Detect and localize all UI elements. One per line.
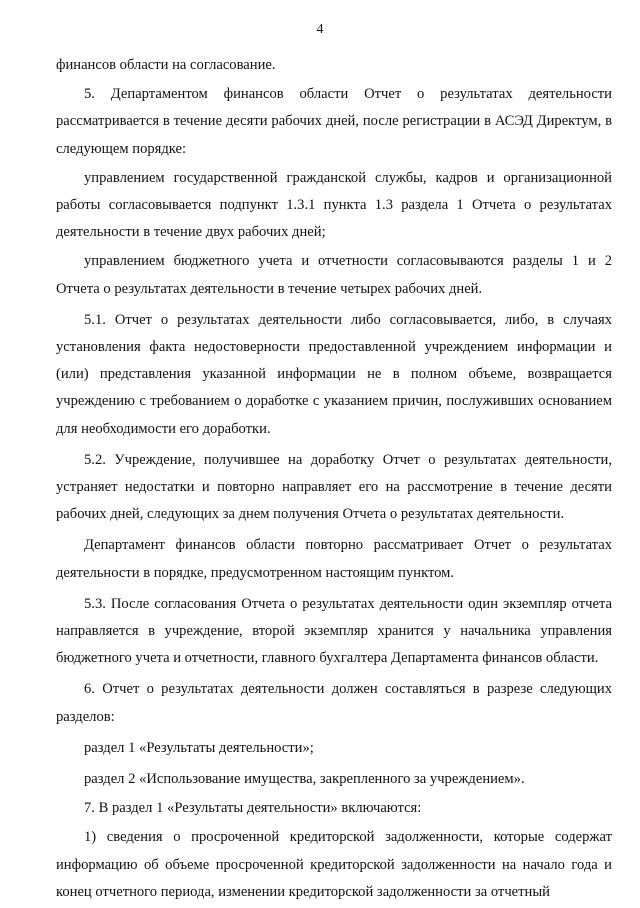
paragraph-5-2-review: Департамент финансов области повторно рассматривает Отчет о результатах деятельности в порядке, предусмотренном настоящим пунктом.: [56, 537, 612, 581]
paragraph-5-item-hr: управлением государственной гражданской службы, кадров и организационной работы согласовывается подпункт 1.3.1 пункта 1.3 раздела 1 Отчета о результатах деятельности в течение двух рабочих дней;: [56, 169, 612, 241]
paragraph-7: 7. В раздел 1 «Результаты деятельности» включаются:: [84, 800, 422, 817]
paragraph-5-1: 5.1. Отчет о результатах деятельности либо согласовывается, либо, в случаях установления факта недостоверности предоставленной учреждением информации и (или) представления указанной информации не в полном объеме, возвращается учреждению с требованием о доработке с указанием причин, послуживших основанием для необходимости его доработки.: [56, 311, 612, 437]
paragraph-6: 6. Отчет о результатах деятельности должен составляться в разрезе следующих разделов:: [56, 681, 612, 725]
document-body: [56, 52, 612, 908]
paragraph-5-2: 5.2. Учреждение, получившее на доработку Отчет о результатах деятельности, устраняет недостатки и повторно направляет его на рассмотрение в течение десяти рабочих дней, следующих за днем получения Отчета о результатах деятельности.: [56, 451, 612, 523]
paragraph-7-item-1: 1) сведения о просроченной кредиторской задолженности, которые содержат информацию об объеме просроченной кредиторской задолженности на начало года и конец отчетного периода, изменении кредиторской задолженности за отчетный: [56, 829, 612, 900]
page-number: 4: [316, 22, 324, 37]
section-1-item: раздел 1 «Результаты деятельности»;: [84, 739, 314, 756]
paragraph-5-item-budget: управлением бюджетного учета и отчетности согласовываются разделы 1 и 2 Отчета о результатах деятельности в течение четырех рабочих дней.: [56, 253, 612, 297]
paragraph-continuation: финансов области на согласование.: [56, 57, 276, 73]
section-2-item: раздел 2 «Использование имущества, закрепленного за учреждением».: [84, 771, 525, 788]
paragraph-5-3: 5.3. После согласования Отчета о результатах деятельности один экземпляр отчета направляется в учреждение, второй экземпляр хранится у начальника управления бюджетного учета и отчетности, главного бухгалтера Департамента финансов области.: [56, 595, 612, 667]
paragraph-5: 5. Департаментом финансов области Отчет о результатах деятельности рассматривается в течение десяти рабочих дней, после регистрации в АСЭД Директум, в следующем порядке:: [56, 86, 612, 157]
